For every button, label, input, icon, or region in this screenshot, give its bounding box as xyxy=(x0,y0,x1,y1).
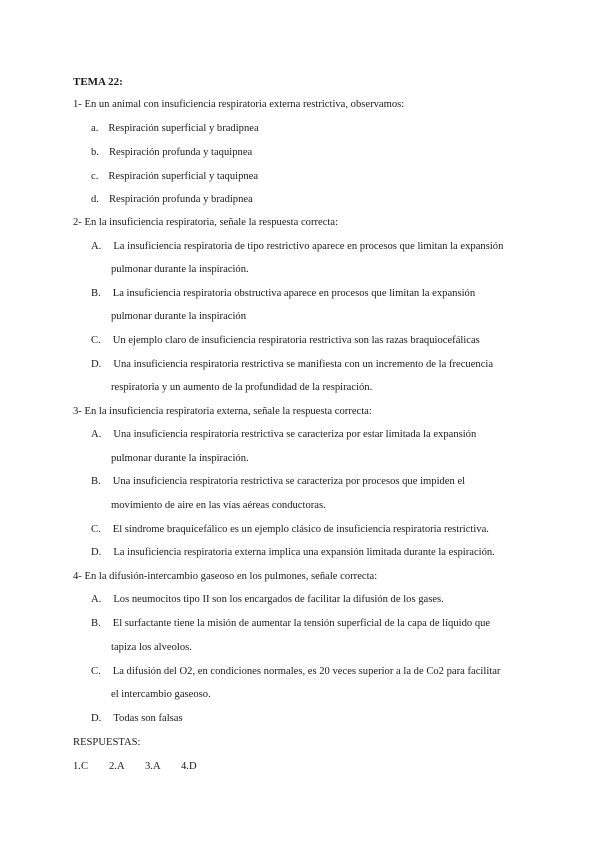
option-letter: C. xyxy=(91,524,101,535)
question-2-option-c xyxy=(91,334,480,348)
question-3-option-a xyxy=(91,428,476,442)
option-text: Un ejemplo claro de insuficiencia respiratoria restrictiva son las razas braquiocefálicas xyxy=(112,335,480,346)
question-1-option-a xyxy=(91,122,259,136)
answers-list xyxy=(73,760,197,774)
answer-item: 2.A xyxy=(109,761,125,772)
option-text: La insuficiencia respiratoria obstructiva aparece en procesos que limitan la expansión xyxy=(112,288,476,299)
answer-item: 4.D xyxy=(181,761,197,772)
answer-item: 3.A xyxy=(145,761,161,772)
option-text: La insuficiencia respiratoria externa implica una expansión limitada durante la espiración. xyxy=(113,547,495,558)
question-4-option-b-continuation: tapiza los alveolos. xyxy=(111,642,192,653)
question-3-option-b xyxy=(91,475,465,489)
question-4-option-a xyxy=(91,593,444,607)
question-2-option-d xyxy=(91,358,493,372)
option-text: Una insuficiencia respiratoria restrictiva se manifiesta con un incremento de la frecuencia xyxy=(113,359,494,370)
option-text: Todas son falsas xyxy=(113,713,183,724)
option-text: La difusión del O2, en condiciones normales, es 20 veces superior a la de Co2 para facilitar xyxy=(112,666,501,677)
page-title: TEMA 22: xyxy=(73,76,123,88)
question-2-option-d-continuation: respiratoria y un aumento de la profundidad de la respiración. xyxy=(111,382,373,393)
option-letter: B. xyxy=(91,618,101,629)
option-text: Respiración profunda y bradipnea xyxy=(108,194,253,205)
option-text: La insuficiencia respiratoria de tipo restrictivo aparece en procesos que limitan la expansión xyxy=(113,241,504,252)
option-letter: A. xyxy=(91,241,102,252)
question-4-option-d xyxy=(91,712,183,726)
question-2-option-a-continuation: pulmonar durante la inspiración. xyxy=(111,264,249,275)
option-text: Una insuficiencia respiratoria restrictiva se caracteriza por estar limitada la expansión xyxy=(113,429,477,440)
option-letter: B. xyxy=(91,476,101,487)
option-text: Los neumocitos tipo II son los encargados de facilitar la difusión de los gases. xyxy=(113,594,444,605)
question-2-option-a xyxy=(91,240,503,254)
question-1-text: 1- En un animal con insuficiencia respiratoria externa restrictiva, observamos: xyxy=(73,99,405,110)
question-4-text: 4- En la difusión-intercambio gaseoso en los pulmones, señale correcta: xyxy=(73,571,378,582)
question-4-option-b xyxy=(91,617,490,631)
question-2-text: 2- En la insuficiencia respiratoria, señale la respuesta correcta: xyxy=(73,217,339,228)
question-3-option-b-continuation: movimiento de aire en las vías aéreas conductoras. xyxy=(111,500,326,511)
option-text: Respiración superficial y bradipnea xyxy=(108,123,259,134)
option-letter: A. xyxy=(91,594,102,605)
option-letter: C. xyxy=(91,335,101,346)
answers-heading: RESPUESTAS: xyxy=(73,737,141,748)
option-letter: d. xyxy=(91,194,99,205)
option-letter: D. xyxy=(91,359,102,370)
option-text: El surfactante tiene la misión de aumentar la tensión superficial de la capa de líquido que xyxy=(112,618,491,629)
answer-item: 1.C xyxy=(73,761,89,772)
question-3-option-a-continuation: pulmonar durante la inspiración. xyxy=(111,453,249,464)
option-text: Una insuficiencia respiratoria restrictiva se caracteriza por procesos que impiden el xyxy=(112,476,466,487)
option-letter: D. xyxy=(91,547,102,558)
question-1-option-d xyxy=(91,193,253,207)
option-letter: C. xyxy=(91,666,101,677)
question-2-option-b xyxy=(91,287,475,301)
option-text: Respiración superficial y taquipnea xyxy=(108,171,259,182)
option-text: Respiración profunda y taquipnea xyxy=(108,147,253,158)
question-1-option-c xyxy=(91,170,258,184)
question-3-option-d xyxy=(91,546,495,560)
option-letter: b. xyxy=(91,147,99,158)
question-2-option-b-continuation: pulmonar durante la inspiración xyxy=(111,311,247,322)
question-4-option-c xyxy=(91,665,500,679)
option-letter: D. xyxy=(91,713,102,724)
question-4-option-c-continuation: el intercambio gaseoso. xyxy=(111,689,211,700)
option-letter: A. xyxy=(91,429,102,440)
option-text: El síndrome braquicefálico es un ejemplo clásico de insuficiencia respiratoria restrictiva. xyxy=(112,524,489,535)
option-letter: a. xyxy=(91,123,99,134)
option-letter: c. xyxy=(91,171,99,182)
option-letter: B. xyxy=(91,288,101,299)
question-3-text: 3- En la insuficiencia respiratoria externa, señale la respuesta correcta: xyxy=(73,406,372,417)
question-1-option-b xyxy=(91,146,252,160)
question-3-option-c xyxy=(91,523,489,537)
